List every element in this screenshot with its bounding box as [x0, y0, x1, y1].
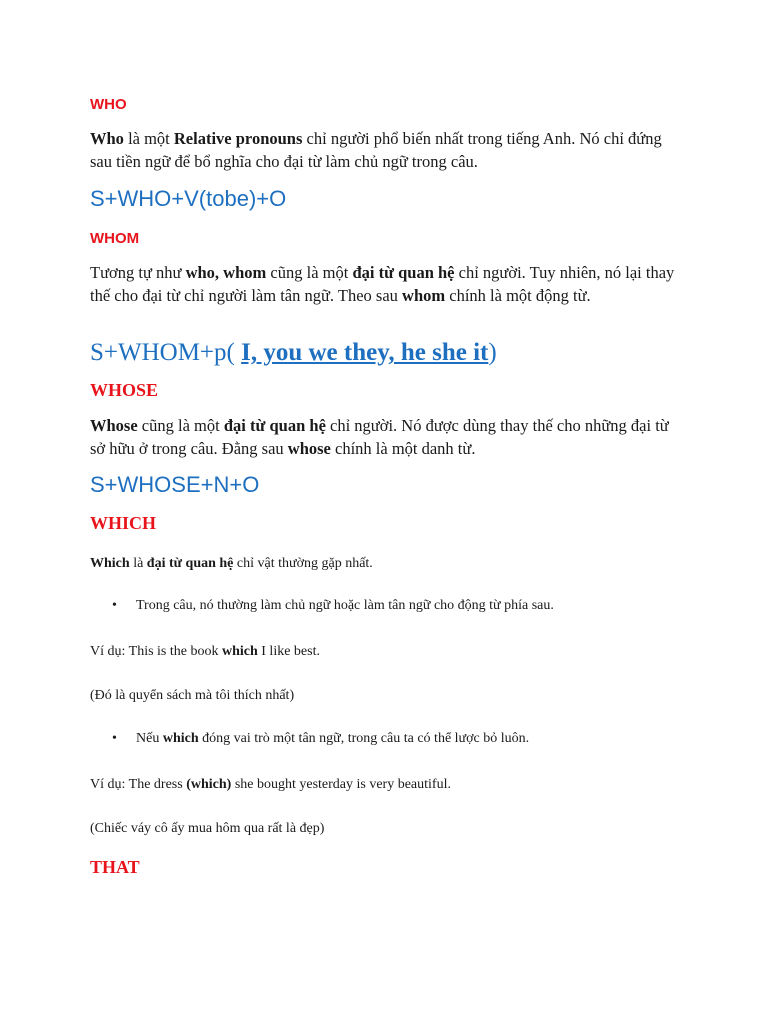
text: chính là một động từ.: [445, 286, 591, 305]
text: chỉ người phổ biến nhất trong tiếng Anh. Nó chỉ đứng sau tiền ngữ để bổ nghĩa cho đại từ làm chủ ngữ trong câu.: [90, 129, 662, 171]
formula-whose: S+WHOSE+N+O: [90, 472, 260, 497]
heading-which: WHICH: [90, 513, 157, 533]
paragraph-whose: [90, 414, 675, 460]
bullet-icon: •: [112, 598, 117, 613]
text: Nếu: [136, 731, 163, 746]
text: là: [129, 556, 147, 571]
term-relative-pronoun: đại từ quan hệ: [352, 263, 455, 282]
example-2-translation: (Chiếc váy cô ấy mua hôm qua rất là đẹp): [90, 821, 325, 836]
bullet-item-2: [136, 731, 529, 747]
text: cũng là một: [266, 263, 353, 282]
paragraph-which-intro: [90, 554, 675, 574]
term-who: Who: [90, 129, 124, 148]
term-whom: whom: [402, 286, 446, 305]
text: chỉ người. Nó được dùng thay thế cho những đại từ sở hữu ở trong câu. Đằng sau: [90, 416, 669, 458]
heading-whose: WHOSE: [90, 380, 159, 400]
term-relative-pronouns: Relative pronouns: [173, 129, 303, 148]
term-which-parenthesized: (which): [186, 777, 232, 792]
text: chính là một danh từ.: [330, 439, 476, 458]
text: chỉ người. Tuy nhiên, nó lại thay thế cho đại từ chỉ người làm tân ngữ. Theo sau: [90, 263, 675, 305]
text: chỉ vật thường gặp nhất.: [233, 556, 373, 571]
term-which: which: [162, 731, 199, 746]
text: Tương tự như: [90, 263, 186, 282]
term-whose: Whose: [90, 416, 138, 435]
paragraph-who: [90, 127, 675, 173]
heading-who: WHO: [90, 96, 127, 113]
text: đóng vai trò một tân ngữ, trong câu ta có thể lược bỏ luôn.: [198, 731, 530, 746]
term-which: Which: [90, 556, 130, 571]
term-which: which: [221, 644, 258, 659]
text: I like best.: [257, 644, 320, 659]
example-1: [90, 642, 675, 662]
term-who-whom: who, whom: [185, 263, 267, 282]
heading-that: THAT: [90, 857, 140, 877]
paragraph-whom: [90, 261, 675, 307]
heading-whom: WHOM: [90, 230, 140, 247]
term-relative-pronoun: đại từ quan hệ: [223, 416, 326, 435]
term-relative-pronoun: đại từ quan hệ: [146, 556, 234, 571]
term-whose-2: whose: [287, 439, 331, 458]
pronoun-list-link[interactable]: I, you we they, he she it: [241, 339, 489, 366]
example-2: [90, 775, 675, 795]
formula-who: S+WHO+V(tobe)+O: [90, 186, 287, 211]
formula-whom: [90, 339, 497, 367]
text: Ví dụ: The dress: [90, 777, 187, 792]
formula-prefix: S+WHOM+p(: [90, 339, 242, 366]
example-1-translation: (Đó là quyển sách mà tôi thích nhất): [90, 688, 295, 703]
text: là một: [123, 129, 174, 148]
text: Ví dụ: This is the book: [90, 644, 222, 659]
text: she bought yesterday is very beautiful.: [231, 777, 451, 792]
bullet-icon: •: [112, 731, 117, 746]
text: cũng là một: [137, 416, 224, 435]
bullet-item-1: Trong câu, nó thường làm chủ ngữ hoặc làm tân ngữ cho động từ phía sau.: [136, 598, 554, 613]
formula-suffix: ): [488, 339, 497, 366]
